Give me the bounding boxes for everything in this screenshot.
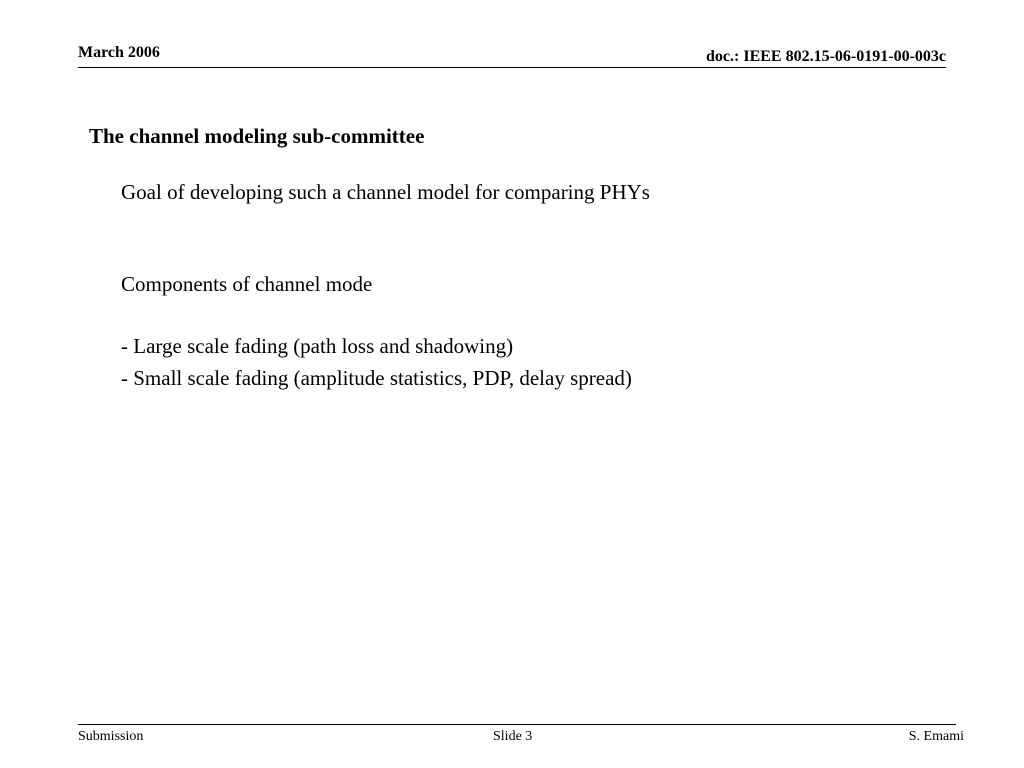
footer-submission: Submission — [78, 729, 144, 744]
header-date: March 2006 — [78, 44, 160, 61]
footer-author: S. Emami — [908, 729, 964, 744]
footer-divider — [78, 724, 956, 725]
footer-slide-number: Slide 3 — [493, 729, 533, 744]
components-heading: Components of channel mode — [121, 272, 373, 296]
slide-title: The channel modeling sub-committee — [89, 124, 425, 148]
header-divider — [78, 67, 946, 68]
goal-text: Goal of developing such a channel model for comparing PHYs — [121, 180, 650, 204]
bullet-large-scale-fading: - Large scale fading (path loss and shadowing) — [121, 334, 514, 358]
header-document-id: doc.: IEEE 802.15-06-0191-00-003c — [706, 48, 946, 65]
bullet-small-scale-fading: - Small scale fading (amplitude statistics, PDP, delay spread) — [121, 366, 632, 390]
